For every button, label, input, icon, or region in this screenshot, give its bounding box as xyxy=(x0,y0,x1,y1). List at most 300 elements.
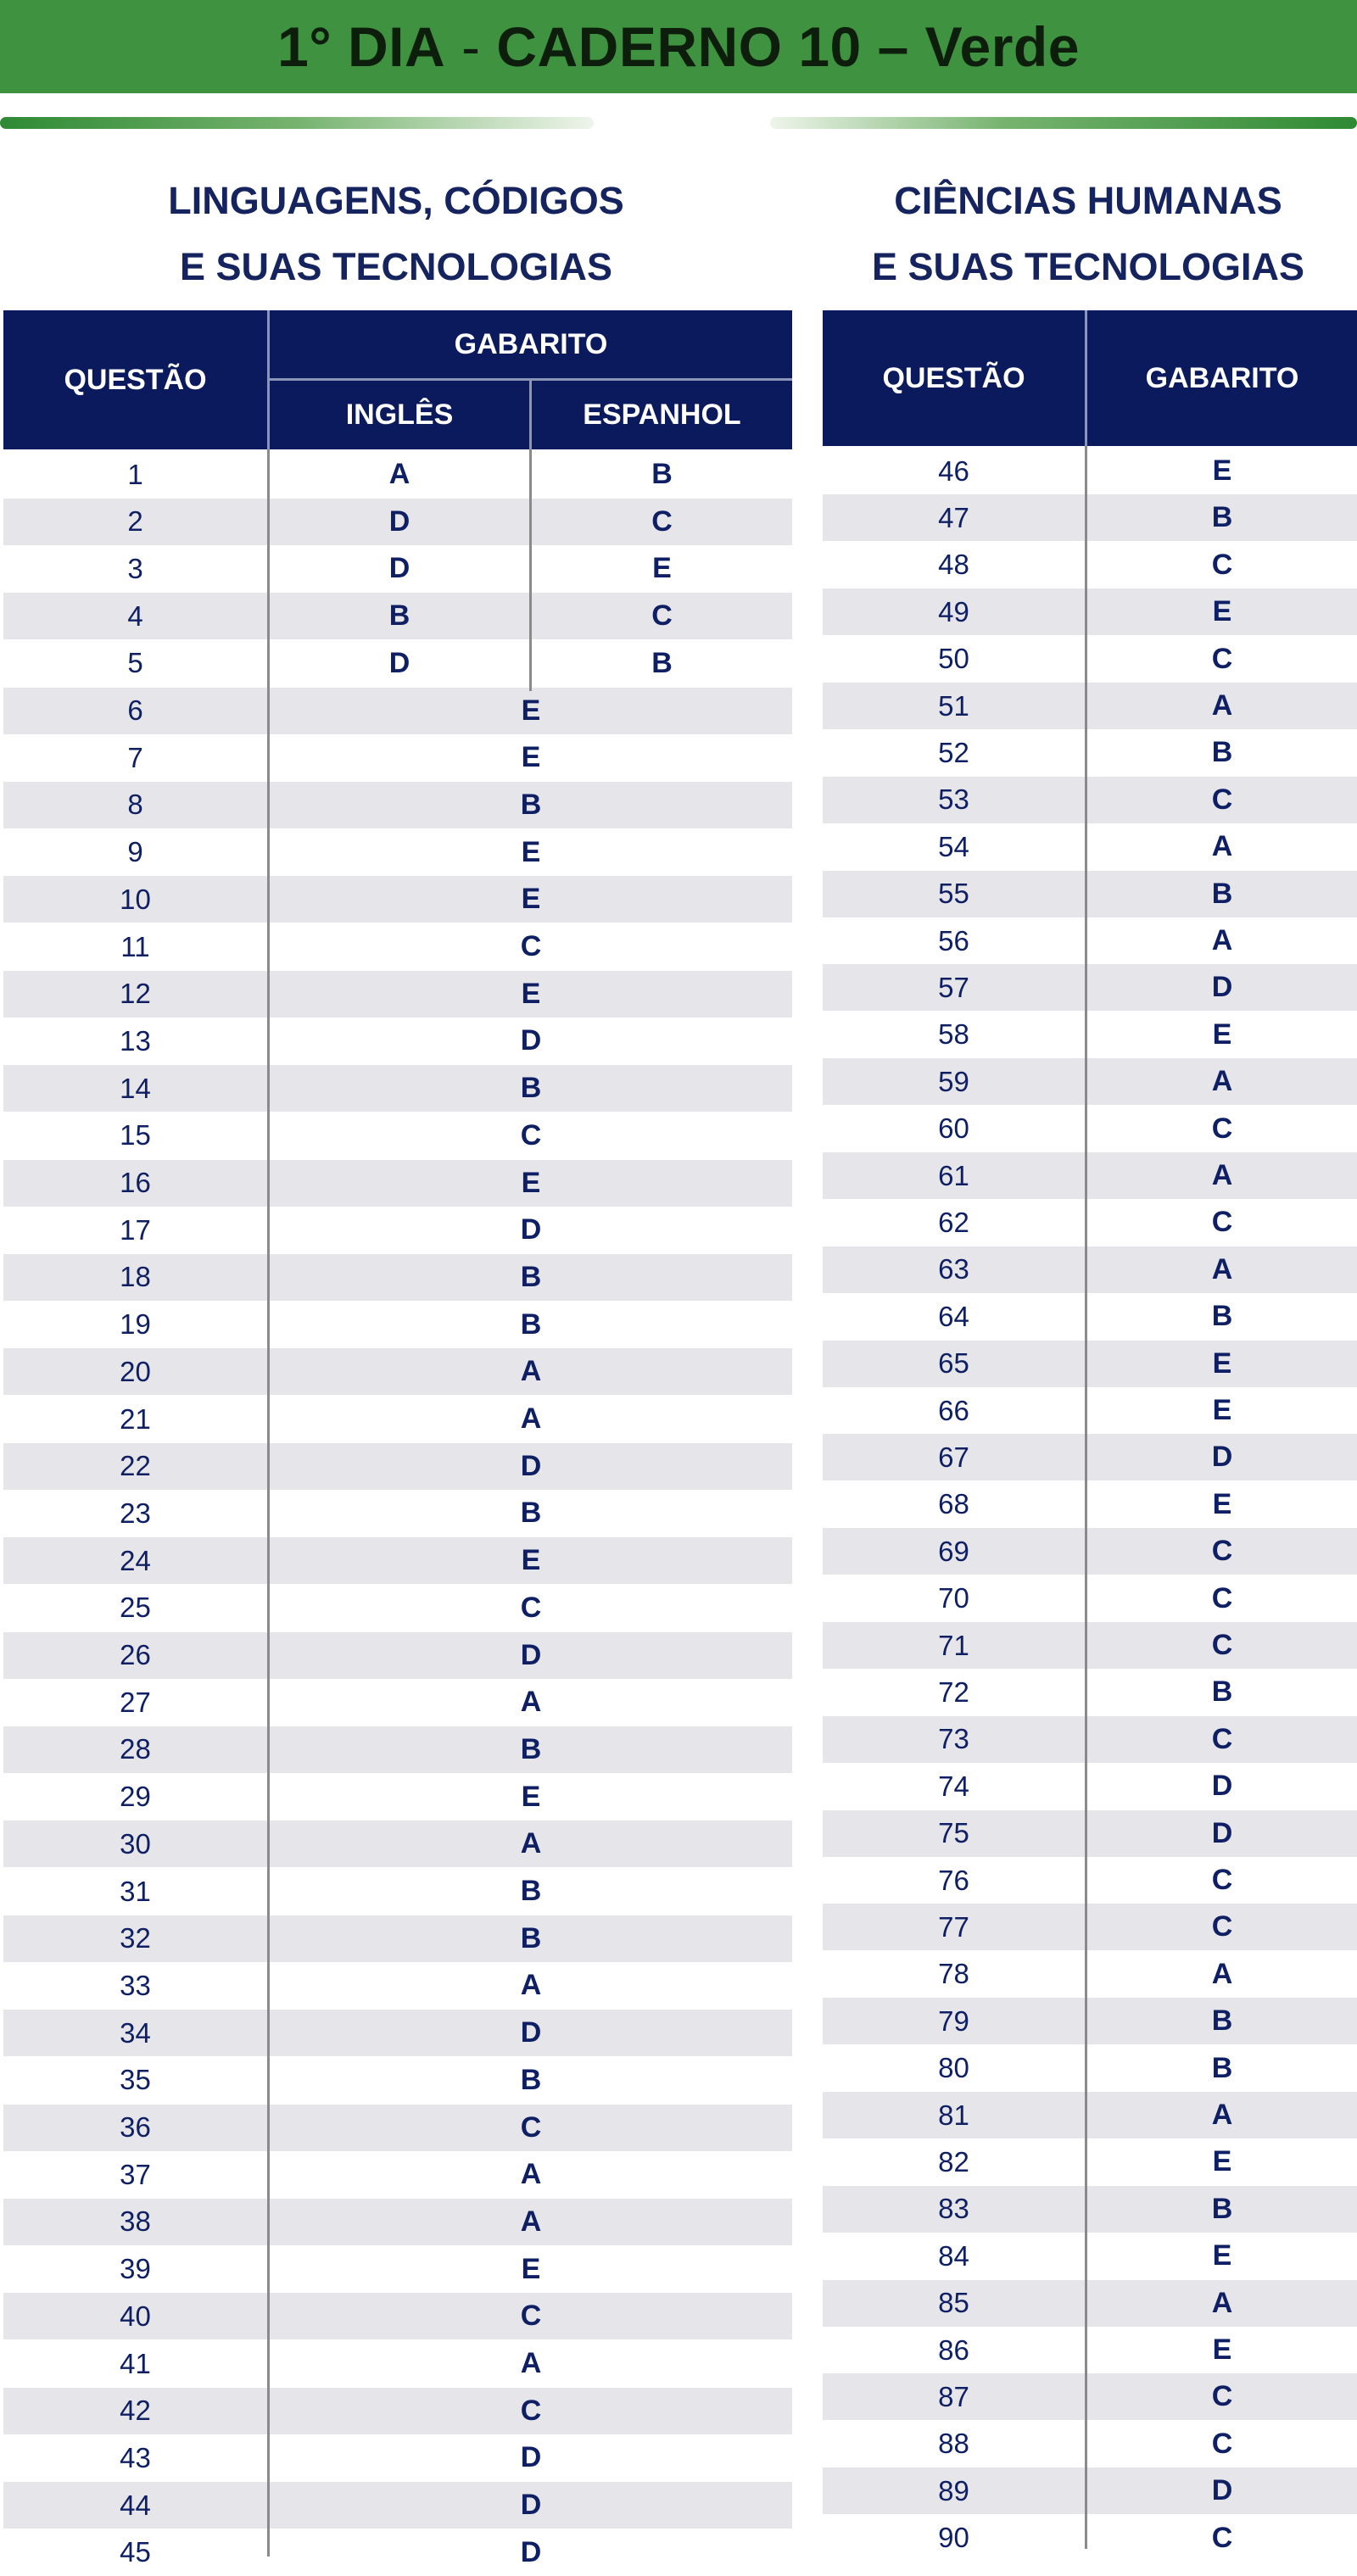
question-number: 71 xyxy=(938,1629,969,1661)
header-questao: QUESTÃO xyxy=(823,310,1085,446)
table-row xyxy=(3,1207,792,1253)
question-number: 16 xyxy=(120,1167,151,1198)
answer: A xyxy=(1211,924,1233,956)
table-row xyxy=(823,1434,1357,1480)
answer: B xyxy=(520,788,542,821)
header-espanhol: ESPANHOL xyxy=(532,381,792,449)
table-row xyxy=(3,1254,792,1301)
answer: B xyxy=(520,1308,542,1341)
table-row xyxy=(3,545,792,592)
question-number: 77 xyxy=(938,1910,969,1943)
table-row xyxy=(3,1065,792,1112)
table-row xyxy=(3,2340,792,2387)
answer: E xyxy=(521,2252,541,2285)
question-number: 66 xyxy=(938,1394,969,1426)
question-number: 90 xyxy=(938,2522,969,2554)
answer: D xyxy=(1211,1441,1233,1474)
answer: D xyxy=(1211,2474,1233,2507)
page-banner xyxy=(0,0,1357,93)
question-number: 42 xyxy=(120,2395,151,2427)
answer: A xyxy=(520,1827,542,1860)
answer: B xyxy=(1211,1300,1233,1333)
answer: D xyxy=(520,2489,542,2522)
answer: D xyxy=(520,1449,542,1482)
question-number: 88 xyxy=(938,2428,969,2460)
table-row xyxy=(3,1726,792,1773)
answer: D xyxy=(520,2441,542,2474)
table-row xyxy=(3,971,792,1018)
table-row xyxy=(3,1160,792,1207)
question-number: 61 xyxy=(938,1159,969,1191)
question-number: 7 xyxy=(127,741,143,773)
question-number: 33 xyxy=(120,1969,151,2001)
answer-ingles: A xyxy=(388,458,410,490)
table-row xyxy=(823,1199,1357,1246)
answer: C xyxy=(1211,1722,1233,1755)
table-row xyxy=(3,734,792,781)
answer: B xyxy=(1211,736,1233,769)
question-number: 78 xyxy=(938,1958,969,1990)
answer: D xyxy=(520,2535,542,2568)
table-row xyxy=(3,2482,792,2529)
table-row xyxy=(823,1763,1357,1809)
answer: D xyxy=(520,2016,542,2049)
table-row xyxy=(3,1490,792,1536)
table-row xyxy=(823,871,1357,917)
header-gabarito: GABARITO xyxy=(1087,310,1357,446)
table-row xyxy=(3,2199,792,2245)
answer: D xyxy=(520,1638,542,1671)
answer: A xyxy=(520,1355,542,1388)
table-row xyxy=(823,1012,1357,1058)
table-row xyxy=(3,451,792,498)
answer-espanhol: E xyxy=(652,552,672,585)
question-number: 82 xyxy=(938,2145,969,2177)
table-row xyxy=(3,1820,792,1867)
table-row xyxy=(823,448,1357,494)
table-row xyxy=(3,640,792,687)
table-row xyxy=(3,1443,792,1490)
table-row xyxy=(823,1716,1357,1763)
table-row xyxy=(3,499,792,545)
table-row xyxy=(823,2045,1357,2092)
question-number: 35 xyxy=(120,2064,151,2096)
answer: C xyxy=(1211,1629,1233,1661)
banner-day: 1° DIA xyxy=(277,15,446,78)
question-number: 89 xyxy=(938,2474,969,2506)
question-number: 84 xyxy=(938,2239,969,2272)
answer: D xyxy=(1211,971,1233,1004)
table-row xyxy=(3,876,792,923)
answer-ingles: D xyxy=(388,505,410,538)
answer: B xyxy=(520,2063,542,2096)
table-row xyxy=(3,923,792,970)
question-number: 62 xyxy=(938,1206,969,1238)
answer: A xyxy=(520,1686,542,1719)
table-row xyxy=(823,542,1357,588)
answer: E xyxy=(1212,1394,1232,1426)
table-row xyxy=(823,2421,1357,2467)
answer: A xyxy=(520,2205,542,2238)
question-number: 26 xyxy=(120,1639,151,1670)
table-row xyxy=(823,1387,1357,1434)
answer: E xyxy=(521,694,541,727)
section-title-line1: CIÊNCIAS HUMANAS xyxy=(894,179,1282,222)
question-number: 11 xyxy=(120,930,150,962)
question-number: 60 xyxy=(938,1112,969,1145)
question-number: 22 xyxy=(120,1450,151,1482)
section-title-line1: LINGUAGENS, CÓDIGOS xyxy=(168,179,624,222)
question-number: 18 xyxy=(120,1261,151,1293)
answer: B xyxy=(520,1875,542,1907)
answer: B xyxy=(520,1497,542,1530)
answer: C xyxy=(520,930,542,962)
answer: E xyxy=(1212,454,1232,487)
table-row xyxy=(823,777,1357,823)
section-title-linguagens xyxy=(0,168,792,300)
table-row xyxy=(3,1962,792,2009)
answer: A xyxy=(1211,2099,1233,2131)
answer: C xyxy=(1211,2521,1233,2554)
answer: C xyxy=(1211,1864,1233,1896)
banner-color: Verde xyxy=(924,15,1080,78)
question-number: 54 xyxy=(938,830,969,862)
question-number: 64 xyxy=(938,1300,969,1332)
question-number: 48 xyxy=(938,549,969,581)
question-number: 2 xyxy=(127,505,143,538)
answer: C xyxy=(520,1118,542,1151)
question-number: 67 xyxy=(938,1441,969,1473)
answer: B xyxy=(520,1732,542,1765)
question-number: 17 xyxy=(120,1213,151,1246)
table-row xyxy=(823,964,1357,1011)
question-number: 21 xyxy=(120,1402,151,1435)
table-row xyxy=(823,1152,1357,1199)
answer: B xyxy=(520,1921,542,1954)
answer-espanhol: B xyxy=(651,646,673,679)
question-number: 36 xyxy=(120,2111,151,2143)
answer: E xyxy=(1212,1487,1232,1520)
question-number: 74 xyxy=(938,1770,969,1802)
question-number: 46 xyxy=(938,454,969,487)
column-divider xyxy=(529,449,532,691)
answer-espanhol: B xyxy=(651,458,673,490)
question-number: 3 xyxy=(127,552,143,584)
table-row xyxy=(823,2092,1357,2138)
answer: E xyxy=(1212,2145,1232,2178)
section-title-line2: E SUAS TECNOLOGIAS xyxy=(179,245,613,288)
answer: A xyxy=(1211,1252,1233,1285)
table-row xyxy=(3,782,792,828)
answer: A xyxy=(520,2347,542,2379)
answer: A xyxy=(1211,1957,1233,1990)
question-number: 10 xyxy=(120,883,151,915)
table-row xyxy=(3,2388,792,2434)
answer: E xyxy=(521,1544,541,1577)
answer: A xyxy=(520,1969,542,2002)
table-row xyxy=(823,1058,1357,1105)
table-row xyxy=(3,2151,792,2198)
table-row xyxy=(823,823,1357,870)
answer: B xyxy=(1211,1676,1233,1709)
answer: B xyxy=(520,1072,542,1105)
banner-title xyxy=(277,14,1080,79)
question-number: 86 xyxy=(938,2333,969,2366)
answer: C xyxy=(1211,1112,1233,1145)
table-row xyxy=(3,2293,792,2339)
question-number: 32 xyxy=(120,1922,151,1954)
banner-separator: - xyxy=(445,15,497,78)
answer-ingles: D xyxy=(388,552,410,585)
table-row xyxy=(3,1112,792,1159)
table-row xyxy=(3,2057,792,2104)
question-number: 53 xyxy=(938,783,969,816)
table-row xyxy=(3,1915,792,1962)
question-number: 72 xyxy=(938,1676,969,1708)
question-number: 52 xyxy=(938,736,969,768)
section-title-line2: E SUAS TECNOLOGIAS xyxy=(871,245,1305,288)
table-row xyxy=(823,1857,1357,1904)
question-number: 28 xyxy=(120,1733,151,1765)
answer: A xyxy=(1211,689,1233,722)
question-number: 57 xyxy=(938,971,969,1003)
table-row xyxy=(823,2327,1357,2373)
table-row xyxy=(823,1575,1357,1622)
question-number: 70 xyxy=(938,1582,969,1614)
decorative-stripe-left xyxy=(0,117,594,129)
table-row xyxy=(823,494,1357,541)
column-divider xyxy=(1085,446,1087,2549)
question-number: 23 xyxy=(120,1497,151,1529)
question-number: 79 xyxy=(938,2004,969,2037)
table-row xyxy=(3,1632,792,1679)
answer: D xyxy=(520,1024,542,1057)
answer-espanhol: C xyxy=(651,599,673,633)
answer: C xyxy=(1211,1910,1233,1943)
table-row xyxy=(3,2434,792,2481)
table-row xyxy=(823,2467,1357,2514)
question-number: 68 xyxy=(938,1488,969,1520)
table-row xyxy=(3,1018,792,1064)
table-row xyxy=(3,593,792,639)
answer-espanhol: C xyxy=(651,505,673,538)
table-row xyxy=(823,2233,1357,2279)
answer: E xyxy=(521,883,541,916)
question-number: 25 xyxy=(120,1592,151,1624)
question-number: 43 xyxy=(120,2441,151,2473)
question-number: 80 xyxy=(938,2052,969,2084)
question-number: 59 xyxy=(938,1065,969,1097)
answer: C xyxy=(520,2300,542,2333)
answer: E xyxy=(521,741,541,774)
answer: E xyxy=(1212,2333,1232,2366)
answer: C xyxy=(1211,2427,1233,2460)
question-number: 45 xyxy=(120,2536,151,2568)
answer: B xyxy=(1211,2192,1233,2225)
answer: E xyxy=(521,835,541,868)
answer: C xyxy=(1211,2380,1233,2413)
table-row xyxy=(3,1774,792,1820)
table-row xyxy=(823,2515,1357,2562)
answer: C xyxy=(520,2110,542,2144)
answer: A xyxy=(520,2158,542,2191)
question-number: 39 xyxy=(120,2253,151,2285)
table-row xyxy=(823,2138,1357,2185)
answer: B xyxy=(1211,877,1233,910)
answer: B xyxy=(1211,501,1233,534)
question-number: 83 xyxy=(938,2193,969,2225)
answer: D xyxy=(1211,1770,1233,1803)
banner-booklet: CADERNO 10 – xyxy=(496,15,925,78)
answer: D xyxy=(520,1213,542,1246)
question-number: 13 xyxy=(120,1024,151,1057)
answer: B xyxy=(1211,2051,1233,2084)
answer: A xyxy=(1211,1159,1233,1191)
question-number: 63 xyxy=(938,1253,969,1285)
table-row xyxy=(3,1679,792,1726)
question-number: 15 xyxy=(120,1119,151,1151)
question-number: 30 xyxy=(120,1827,151,1860)
answer: E xyxy=(1212,2239,1232,2272)
answer: E xyxy=(1212,1018,1232,1051)
answer: C xyxy=(1211,642,1233,675)
question-number: 85 xyxy=(938,2287,969,2319)
answer: E xyxy=(1212,595,1232,628)
question-number: 87 xyxy=(938,2380,969,2412)
table-row xyxy=(823,2280,1357,2327)
question-number: 56 xyxy=(938,924,969,956)
question-number: 69 xyxy=(938,1535,969,1567)
table-row xyxy=(823,1998,1357,2044)
table-row xyxy=(3,1302,792,1348)
answer: A xyxy=(1211,2286,1233,2319)
table-row xyxy=(823,1293,1357,1340)
answer: E xyxy=(1212,1347,1232,1380)
question-number: 1 xyxy=(127,458,143,490)
section-title-humanas xyxy=(819,168,1357,300)
answer: A xyxy=(1211,830,1233,863)
question-number: 73 xyxy=(938,1723,969,1755)
question-number: 6 xyxy=(127,694,143,726)
question-number: 27 xyxy=(120,1686,151,1718)
question-number: 5 xyxy=(127,647,143,679)
answer: C xyxy=(1211,548,1233,581)
answer: C xyxy=(520,2394,542,2427)
decorative-stripe-right xyxy=(770,117,1357,129)
header-ingles: INGLÊS xyxy=(270,381,529,449)
question-number: 8 xyxy=(127,789,143,821)
answer: D xyxy=(1211,1816,1233,1849)
answer: B xyxy=(1211,2004,1233,2038)
table-row xyxy=(3,829,792,876)
column-divider xyxy=(267,449,270,2556)
question-number: 75 xyxy=(938,1817,969,1849)
question-number: 51 xyxy=(938,689,969,722)
answer: A xyxy=(520,1402,542,1435)
question-number: 65 xyxy=(938,1347,969,1380)
question-number: 4 xyxy=(127,599,143,632)
question-number: 24 xyxy=(120,1544,151,1576)
answer: C xyxy=(1211,783,1233,816)
question-number: 40 xyxy=(120,2300,151,2332)
question-number: 58 xyxy=(938,1018,969,1051)
table-row xyxy=(823,683,1357,729)
question-number: 34 xyxy=(120,2016,151,2049)
table-row xyxy=(823,1106,1357,1152)
question-number: 55 xyxy=(938,878,969,910)
table-row xyxy=(823,1951,1357,1998)
header-gabarito: GABARITO xyxy=(270,310,792,378)
table-row xyxy=(823,1341,1357,1387)
table-row xyxy=(823,2186,1357,2233)
answer: E xyxy=(521,1166,541,1199)
question-number: 47 xyxy=(938,501,969,533)
header-divider xyxy=(1085,310,1087,446)
table-row xyxy=(3,1585,792,1631)
question-number: 19 xyxy=(120,1308,151,1341)
table-row xyxy=(823,1669,1357,1715)
question-number: 9 xyxy=(127,836,143,868)
answer: C xyxy=(1211,1581,1233,1614)
table-row xyxy=(3,2010,792,2056)
question-number: 37 xyxy=(120,2158,151,2190)
table-row xyxy=(823,729,1357,776)
table-row xyxy=(3,1537,792,1584)
answer: A xyxy=(1211,1065,1233,1098)
table-row xyxy=(3,2529,792,2576)
answer: E xyxy=(521,1780,541,1813)
table-row xyxy=(3,2105,792,2151)
header-divider xyxy=(529,381,532,449)
question-number: 41 xyxy=(120,2347,151,2379)
table-row xyxy=(823,2373,1357,2420)
table-row xyxy=(823,917,1357,964)
question-number: 50 xyxy=(938,643,969,675)
table-row xyxy=(823,636,1357,683)
answer: C xyxy=(1211,1535,1233,1568)
question-number: 49 xyxy=(938,595,969,627)
table-row xyxy=(823,1904,1357,1950)
table-row xyxy=(823,1246,1357,1293)
table-row xyxy=(3,688,792,734)
answer: B xyxy=(520,1260,542,1293)
answer-ingles: B xyxy=(388,599,410,633)
question-number: 81 xyxy=(938,2099,969,2131)
question-number: 44 xyxy=(120,2489,151,2521)
question-number: 14 xyxy=(120,1072,151,1104)
question-number: 29 xyxy=(120,1781,151,1813)
table-row xyxy=(823,588,1357,635)
answer-ingles: D xyxy=(388,646,410,679)
table-row xyxy=(823,1528,1357,1575)
question-number: 38 xyxy=(120,2205,151,2238)
question-number: 31 xyxy=(120,1875,151,1907)
table-row xyxy=(3,1348,792,1395)
question-number: 20 xyxy=(120,1355,151,1387)
table-row xyxy=(3,1868,792,1915)
answer: C xyxy=(1211,1206,1233,1239)
answer: C xyxy=(520,1591,542,1624)
header-questao: QUESTÃO xyxy=(3,310,267,449)
table-row xyxy=(3,2246,792,2293)
table-row xyxy=(823,1810,1357,1857)
table-row xyxy=(823,1622,1357,1669)
answer: E xyxy=(521,977,541,1010)
table-row xyxy=(823,1481,1357,1528)
table-row xyxy=(3,1396,792,1442)
question-number: 76 xyxy=(938,1864,969,1896)
question-number: 12 xyxy=(120,978,151,1010)
